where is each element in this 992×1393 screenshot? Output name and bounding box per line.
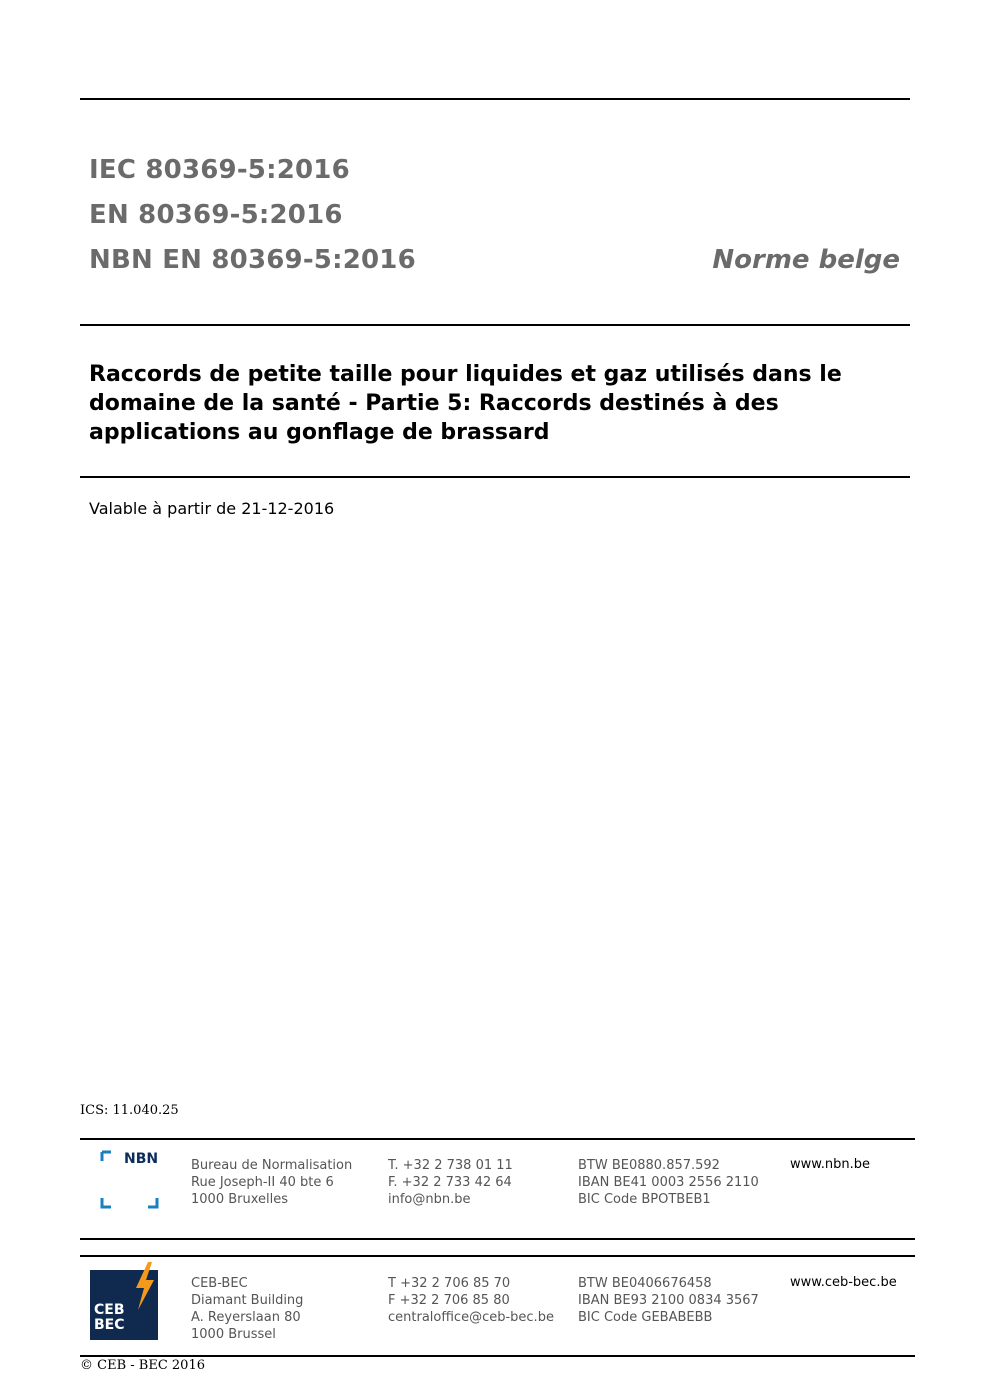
ceb-fax: F +32 2 706 85 80 [388, 1293, 510, 1308]
header-divider [80, 324, 910, 326]
nbn-bic: BIC Code BPOTBEB1 [578, 1192, 711, 1207]
ceb-bec-logo [90, 1262, 160, 1340]
nbn-address [191, 1157, 352, 1208]
nbn-logo-text: NBN [124, 1151, 159, 1167]
iec-standard-number: IEC 80369-5:2016 [89, 155, 350, 185]
nbn-email[interactable]: info@nbn.be [388, 1192, 471, 1207]
nbn-website-link[interactable]: www.nbn.be [790, 1157, 870, 1172]
norme-belge-label: Norme belge [712, 245, 900, 275]
document-title: Raccords de petite taille pour liquides et gaz utilisés dans le domaine de la santé - Partie 5: Raccords destinés à des applications au gonflage de brassard [89, 362, 842, 445]
ceb-vat: BTW BE0406676458 [578, 1276, 712, 1291]
nbn-iban: IBAN BE41 0003 2556 2110 [578, 1175, 759, 1190]
nbn-fax: F. +32 2 733 42 64 [388, 1175, 512, 1190]
ceb-contact [388, 1275, 554, 1326]
top-rule [80, 98, 910, 100]
ceb-address [191, 1275, 303, 1343]
nbn-phone: T. +32 2 738 01 11 [388, 1158, 513, 1173]
footer-rule-3 [80, 1255, 915, 1257]
ceb-logo-line: CEB [94, 1302, 125, 1318]
bec-logo-line: BEC [94, 1317, 125, 1333]
ceb-iban: IBAN BE93 2100 0834 3567 [578, 1293, 759, 1308]
validity-date: Valable à partir de 21-12-2016 [89, 499, 335, 518]
nbn-contact [388, 1157, 513, 1208]
ceb-address-line: CEB-BEC [191, 1276, 248, 1291]
ceb-logo-text [94, 1303, 125, 1333]
ceb-address-line: Diamant Building [191, 1293, 304, 1308]
ics-code: ICS: 11.040.25 [80, 1103, 179, 1118]
ceb-bic: BIC Code GEBABEBB [578, 1310, 713, 1325]
footer-rule-2 [80, 1238, 915, 1240]
ceb-website-link[interactable]: www.ceb-bec.be [790, 1275, 897, 1290]
nbn-standard-number: NBN EN 80369-5:2016 [89, 245, 416, 275]
nbn-address-line: Rue Joseph-II 40 bte 6 [191, 1175, 334, 1190]
ceb-bank [578, 1275, 759, 1326]
ceb-phone: T +32 2 706 85 70 [388, 1276, 511, 1291]
nbn-vat: BTW BE0880.857.592 [578, 1158, 720, 1173]
footer-rule-4 [80, 1355, 915, 1357]
nbn-address-line: Bureau de Normalisation [191, 1158, 353, 1173]
ceb-email[interactable]: centraloffice@ceb-bec.be [388, 1310, 554, 1325]
en-standard-number: EN 80369-5:2016 [89, 200, 343, 230]
nbn-address-line: 1000 Bruxelles [191, 1192, 289, 1207]
copyright: © CEB - BEC 2016 [80, 1358, 205, 1373]
lightning-bolt-icon [130, 1262, 156, 1310]
title-divider [80, 476, 910, 478]
footer-rule-1 [80, 1138, 915, 1140]
ceb-address-line: A. Reyerslaan 80 [191, 1310, 301, 1325]
ceb-address-line: 1000 Brussel [191, 1327, 276, 1342]
nbn-bank [578, 1157, 759, 1208]
